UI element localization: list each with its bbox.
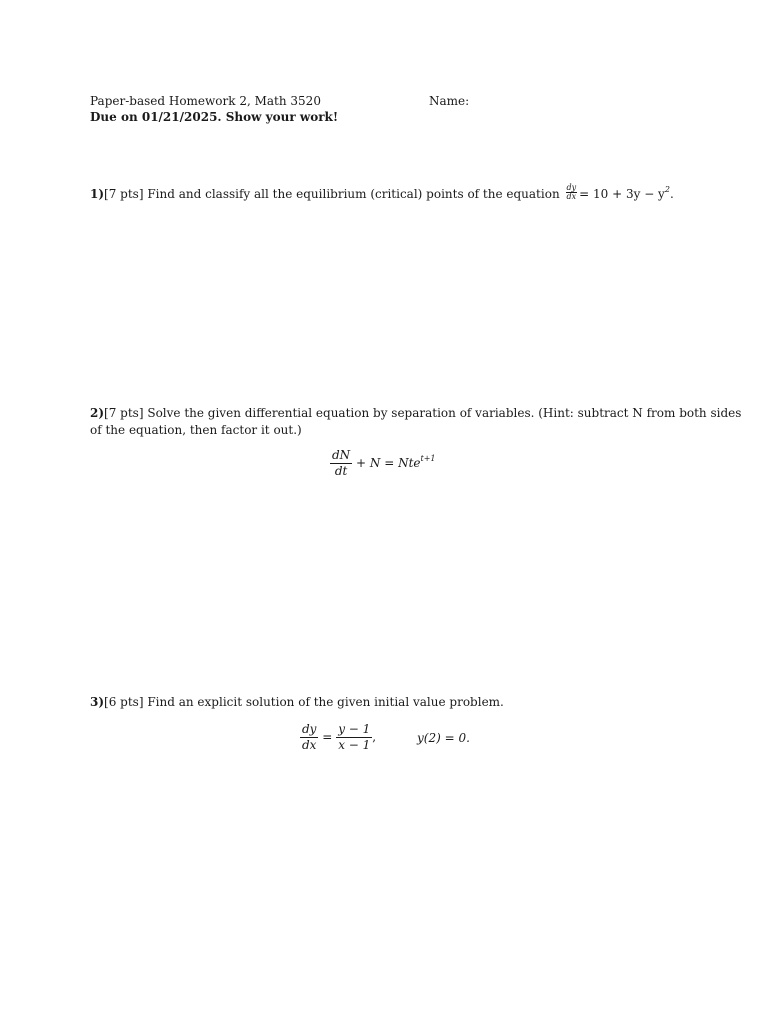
problem-3-comma: ,: [372, 730, 377, 744]
problem-2-equation: [330, 448, 436, 479]
problem-3-derivative: [300, 722, 318, 753]
problem-3-rhs-fraction: [336, 722, 372, 753]
problem-3-lhs-num: dy: [302, 722, 317, 736]
problem-1-number: 1): [90, 187, 105, 201]
problem-2-frac-num: dN: [332, 448, 351, 462]
problem-2-number: 2): [90, 406, 105, 420]
problem-2-text-line1: Solve the given differential equation by separation of variables. (Hint: subtract N from both sides: [147, 406, 742, 420]
problem-1-frac-den: dx: [566, 192, 577, 201]
problem-3-number: 3): [90, 695, 105, 709]
homework-title: Paper-based Homework 2, Math 3520: [90, 94, 321, 108]
problem-3-text: Find an explicit solution of the given initial value problem.: [147, 695, 504, 709]
problem-1-period: .: [669, 187, 674, 201]
problem-2-derivative: [330, 448, 352, 479]
problem-2-exponent: t+1: [420, 454, 436, 463]
problem-2-text-line2: of the equation, then factor it out.): [90, 423, 302, 437]
name-label: Name:: [429, 94, 470, 108]
problem-1-text: Find and classify all the equilibrium (critical) points of the equation: [147, 187, 560, 201]
problem-3-points: [6 pts]: [104, 695, 144, 709]
problem-1: [90, 183, 674, 203]
problem-3: [90, 695, 504, 709]
problem-2-equation-rest: + N = Nte: [356, 456, 421, 470]
problem-3-rhs-den: x − 1: [338, 738, 371, 752]
due-date-note: Due on 01/21/2025. Show your work!: [90, 110, 339, 124]
problem-3-lhs-den: dx: [302, 738, 317, 752]
problem-3-equals: =: [322, 730, 333, 744]
problem-1-equation-rhs: = 10 + 3y − y: [579, 187, 665, 201]
problem-3-equation: [300, 722, 376, 753]
problem-1-derivative: [566, 184, 578, 201]
problem-1-exponent: 2: [664, 185, 670, 194]
problem-2-points: [7 pts]: [104, 406, 144, 420]
problem-1-points: [7 pts]: [104, 187, 144, 201]
problem-3-rhs-num: y − 1: [338, 722, 371, 736]
problem-2-frac-den: dt: [334, 464, 348, 478]
problem-1-frac-num: dy: [566, 183, 577, 192]
problem-2: [90, 406, 741, 420]
problem-3-initial-condition: y(2) = 0.: [417, 731, 470, 745]
